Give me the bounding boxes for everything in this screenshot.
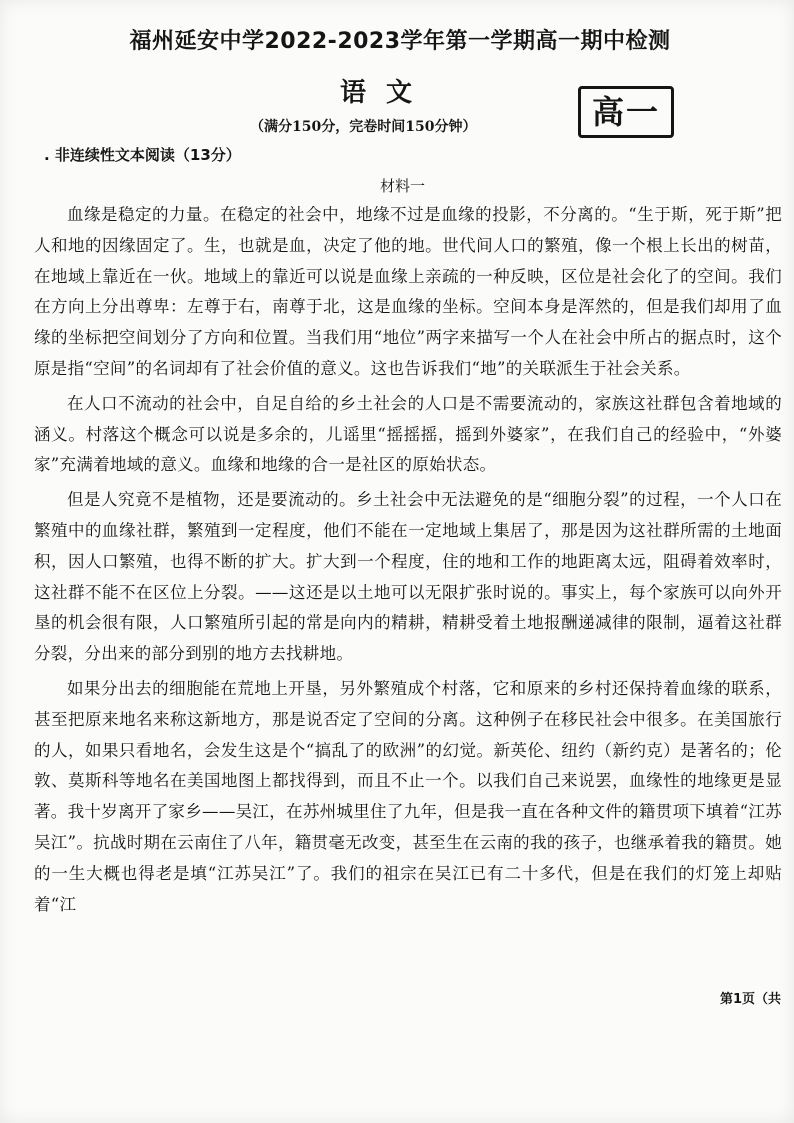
subject-title: 语文 [340,78,433,108]
paragraph: 在人口不流动的社会中，自足自给的乡土社会的人口是不需要流动的，家族这社群包含着地域的涵义。村落这个概念可以说是多余的，儿谣里“摇摇摇，摇到外婆家”，在我们自己的经验中，“外婆家”充满着地域的意义。血缘和地缘的合一是社区的原始状态。 [34,393,782,475]
grade-stamp [578,86,674,138]
exam-info: （满分150分，完卷时间150分钟） [250,119,477,135]
material-title: 材料一 [380,177,426,195]
paragraph: 但是人究竟不是植物，还是要流动的。乡土社会中无法避免的是“细胞分裂”的过程，一个人口在繁殖中的血缘社群，繁殖到一定程度，他们不能在一定地域上集居了，那是因为这社群所需的土地面积，因人口繁殖，也得不断的扩大。扩大到一个程度，住的地和工作的地距离太远，阻碍着效率时，这社群不能不在区位上分裂。——这还是以土地可以无限扩张时说的。事实上，每个家族可以向外开垦的机会很有限，人口繁殖所引起的常是向内的精耕，精耕受着土地报酬递减律的限制，逼着这社群分裂，分出来的部分到别的地方去找耕地。 [34,490,782,664]
page-number: 第1页（共 [720,992,782,1007]
section-title: . 非连续性文本阅读（13分） [44,146,241,164]
exam-title: 福州延安中学2022-2023学年第一学期高一期中检测 [129,29,671,54]
paragraph: 如果分出去的细胞能在荒地上开垦，另外繁殖成个村落，它和原来的乡村还保持着血缘的联系，甚至把原来地名来称这新地方，那是说否定了空间的分离。这种例子在移民社会中很多。在美国旅行的人，如果只看地名，会发生这是个“搞乱了的欧洲”的幻觉。新英伦、纽约（新约克）是著名的；伦敦、莫斯科等地名在美国地图上都找得到，而且不止一个。以我们自己来说罢，血缘性的地缘更是显著。我十岁离开了家乡——吴江，在苏州城里住了九年，但是我一直在各种文件的籍贯项下填着“江苏吴江”。抗战时期在云南住了八年，籍贯毫无改变，甚至生在云南的我的孩子，也继承着我的籍贯。她的一生大概也得老是填“江苏吴江”了。我们的祖宗在吴江已有二十多代，但是在我们的灯笼上却贴着“江 [34,678,782,914]
grade-stamp-label: 高一 [591,93,660,131]
reading-passage [34,200,782,924]
paragraph: 血缘是稳定的力量。在稳定的社会中，地缘不过是血缘的投影，不分离的。“生于斯，死于斯”把人和地的因缘固定了。生，也就是血，决定了他的地。世代间人口的繁殖，像一个根上长出的树苗，在地域上靠近在一伙。地域上的靠近可以说是血缘上亲疏的一种反映，区位是社会化了的空间。我们在方向上分出尊卑：左尊于右，南尊于北，这是血缘的坐标。空间本身是浑然的，但是我们却用了血缘的坐标把空间划分了方向和位置。当我们用“地位”两字来描写一个人在社会中所占的据点时，这个原是指“空间”的名词却有了社会价值的意义。这也告诉我们“地”的关联派生于社会关系。 [34,205,782,378]
